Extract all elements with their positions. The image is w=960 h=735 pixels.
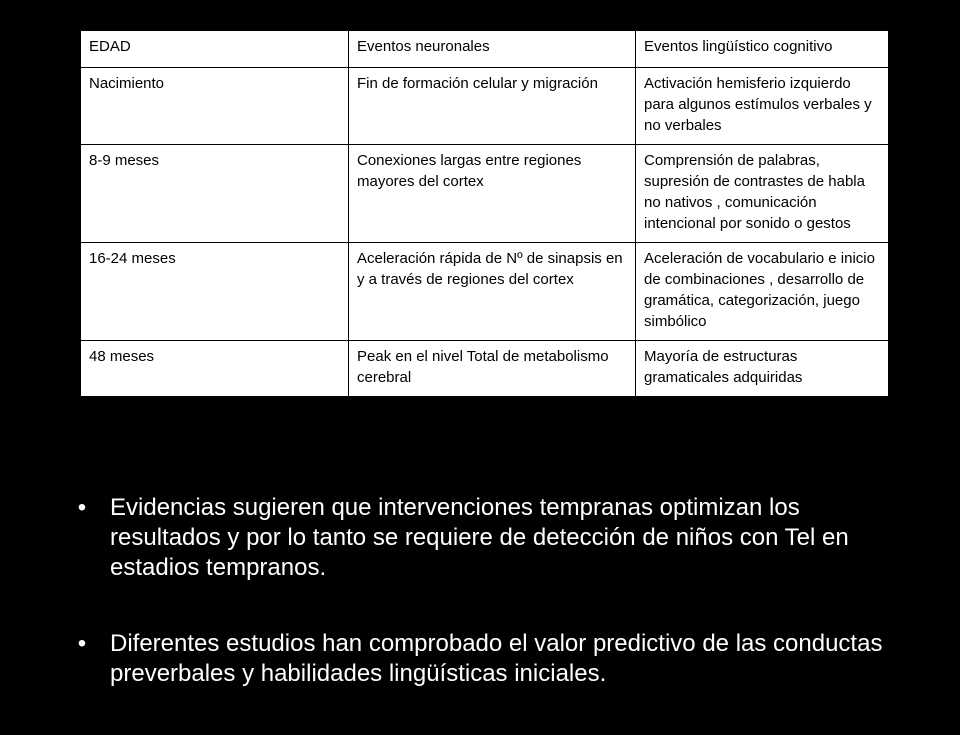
- development-table: [80, 30, 889, 397]
- table-cell: Fin de formación celular y migración: [349, 68, 636, 145]
- table-cell: 16-24 meses: [81, 243, 349, 341]
- table-cell: Aceleración de vocabulario e inicio de combinaciones , desarrollo de gramática, categorización, juego simbólico: [636, 243, 889, 341]
- header-cell-eventos-linguistico: Eventos lingüístico cognitivo: [636, 31, 889, 68]
- bullet-marker: •: [77, 630, 87, 657]
- table-cell: Mayoría de estructuras gramaticales adquiridas: [636, 341, 889, 397]
- table-cell: Conexiones largas entre regiones mayores del cortex: [349, 145, 636, 243]
- table-cell: Nacimiento: [81, 68, 349, 145]
- table-row: [81, 243, 889, 341]
- table-row: [81, 68, 889, 145]
- header-cell-edad: EDAD: [81, 31, 349, 68]
- bullet-marker: •: [77, 494, 87, 521]
- bullet-list: [72, 493, 912, 735]
- bullet-item: [72, 493, 912, 583]
- table-cell: Peak en el nivel Total de metabolismo cerebral: [349, 341, 636, 397]
- table-row: [81, 341, 889, 397]
- bullet-text: Evidencias sugieren que intervenciones tempranas optimizan los resultados y por lo tanto se requiere de detección de niños con Tel en estadios tempranos.: [110, 494, 849, 581]
- header-cell-eventos-neuronales: Eventos neuronales: [349, 31, 636, 68]
- table-cell: Comprensión de palabras, supresión de contrastes de habla no nativos , comunicación intencional por sonido o gestos: [636, 145, 889, 243]
- bullet-item: [72, 629, 912, 689]
- table-cell: 8-9 meses: [81, 145, 349, 243]
- table-cell: 48 meses: [81, 341, 349, 397]
- table-row: [81, 145, 889, 243]
- table-cell: Aceleración rápida de Nº de sinapsis en y a través de regiones del cortex: [349, 243, 636, 341]
- bullet-text: Diferentes estudios han comprobado el valor predictivo de las conductas preverbales y habilidades lingüísticas iniciales.: [110, 630, 883, 687]
- table-cell: Activación hemisferio izquierdo para algunos estímulos verbales y no verbales: [636, 68, 889, 145]
- table-header-row: [81, 31, 889, 68]
